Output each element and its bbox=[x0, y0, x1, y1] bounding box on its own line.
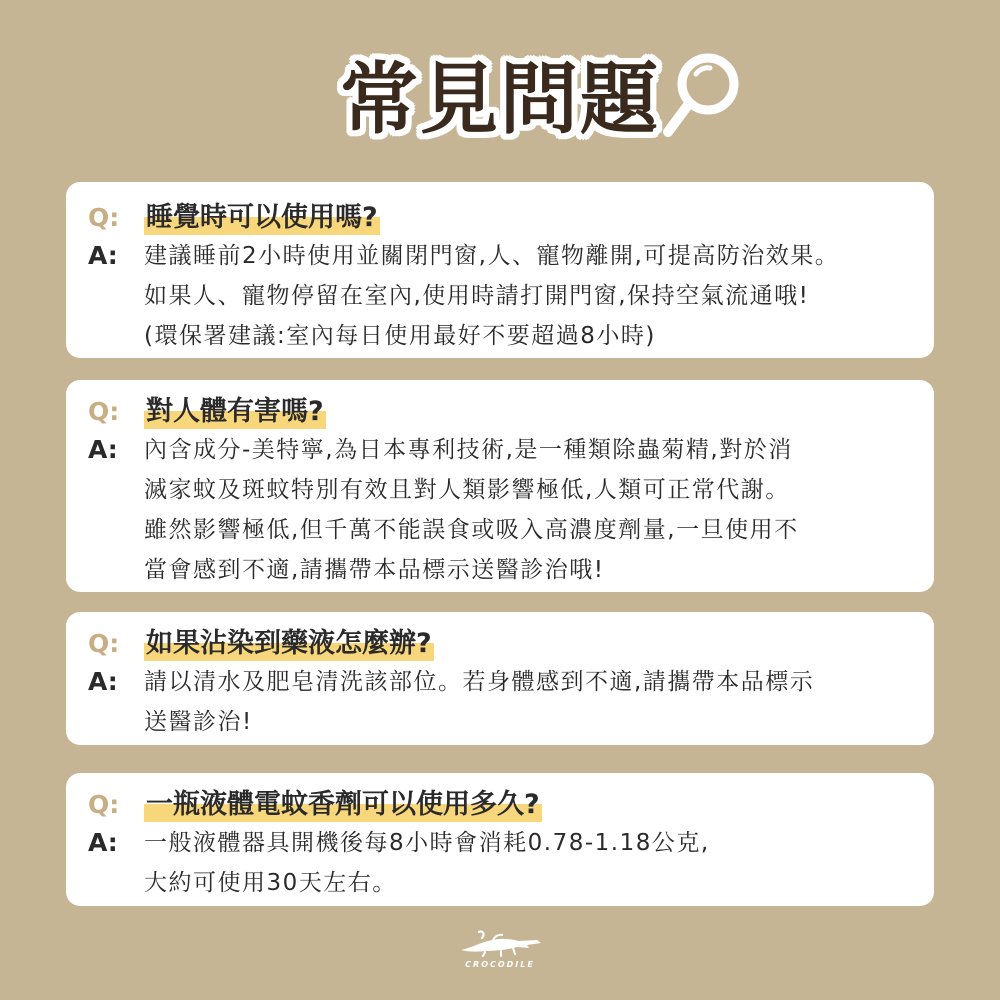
answer-marker: A: bbox=[88, 828, 118, 857]
magnifier-icon bbox=[658, 48, 742, 148]
answer-line: 大約可使用30天左右。 bbox=[144, 870, 397, 896]
faq-card-3 bbox=[66, 612, 934, 745]
faq-answer bbox=[144, 662, 914, 742]
brand-logo bbox=[450, 926, 550, 978]
answer-marker: A: bbox=[88, 241, 118, 270]
faq-question: 如果沾染到藥液怎麼辦? bbox=[144, 624, 434, 664]
faq-question: 對人體有害嗎? bbox=[144, 392, 326, 432]
faq-question: 睡覺時可以使用嗎? bbox=[144, 198, 380, 238]
faq-answer bbox=[144, 430, 914, 590]
faq-card-4 bbox=[66, 773, 934, 906]
answer-line: 送醫診治! bbox=[144, 709, 253, 735]
question-marker: Q: bbox=[88, 203, 120, 232]
answer-line: 雖然影響極低,但千萬不能誤食或吸入高濃度劑量,一旦使用不 bbox=[144, 517, 799, 543]
answer-line: 當會感到不適,請攜帶本品標示送醫診治哦! bbox=[144, 557, 605, 583]
question-marker: Q: bbox=[88, 629, 120, 658]
question-marker: Q: bbox=[88, 397, 120, 426]
faq-question: 一瓶液體電蚊香劑可以使用多久? bbox=[144, 785, 542, 825]
logo-text: CROCODILE bbox=[465, 960, 535, 969]
answer-line: 滅家蚊及斑蚊特別有效且對人類影響極低,人類可正常代謝。 bbox=[144, 477, 790, 503]
answer-marker: A: bbox=[88, 435, 118, 464]
crocodile-icon bbox=[455, 926, 545, 958]
faq-answer bbox=[144, 236, 914, 356]
answer-marker: A: bbox=[88, 667, 118, 696]
page-title: 常見問題 bbox=[339, 55, 660, 145]
question-marker: Q: bbox=[88, 790, 120, 819]
answer-line: 請以清水及肥皂清洗該部位。若身體感到不適,請攜帶本品標示 bbox=[144, 669, 815, 695]
faq-card-2 bbox=[66, 380, 934, 592]
faq-answer bbox=[144, 823, 914, 903]
faq-card-1 bbox=[66, 182, 934, 358]
answer-line: 內含成分-美特寧,為日本專利技術,是一種類除蟲菊精,對於消 bbox=[144, 437, 793, 463]
answer-line: 建議睡前2小時使用並關閉門窗,人、寵物離開,可提高防治效果。 bbox=[144, 243, 840, 269]
answer-line: 如果人、寵物停留在室內,使用時請打開門窗,保持空氣流通哦! bbox=[144, 283, 810, 309]
answer-line: (環保署建議:室內每日使用最好不要超過8小時) bbox=[144, 323, 656, 349]
answer-line: 一般液體器具開機後每8小時會消耗0.78-1.18公克, bbox=[144, 830, 710, 856]
